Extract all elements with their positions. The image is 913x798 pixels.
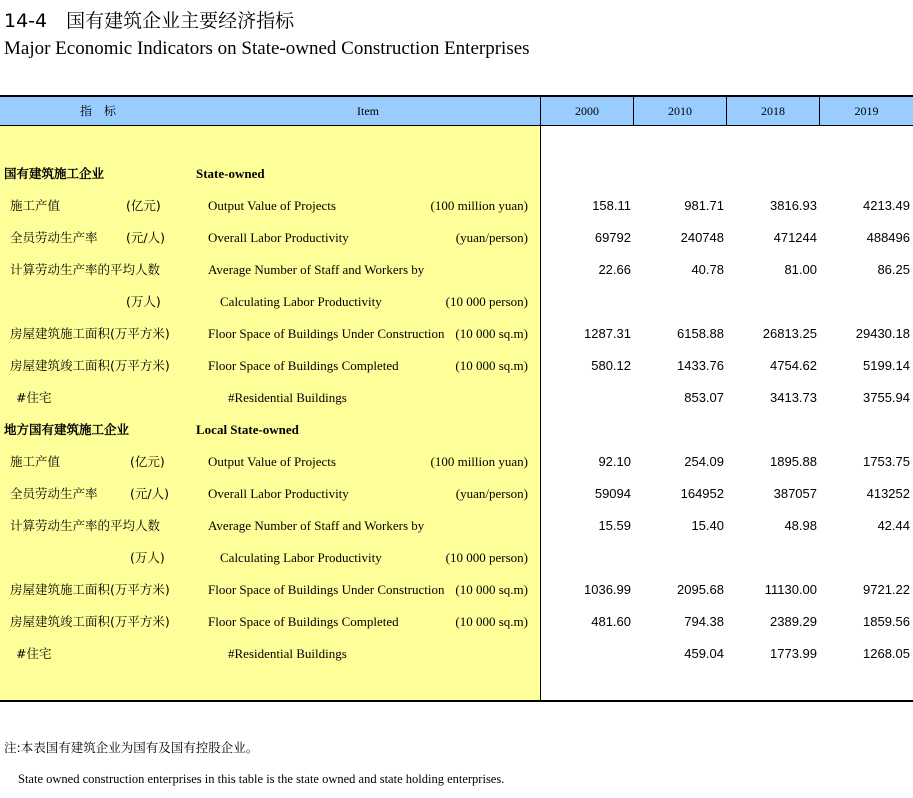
- row-label-cn: 全员劳动生产率: [10, 486, 98, 501]
- header-year-2018: 2018: [761, 104, 785, 118]
- row-unit-en: (10 000 sq.m): [455, 582, 528, 597]
- header-item-en: Item: [357, 104, 379, 118]
- data-cell: 459.04: [684, 646, 724, 661]
- data-cell: 69792: [594, 230, 631, 245]
- data-cell: 1859.56: [863, 614, 910, 629]
- data-cell: 2389.29: [770, 614, 817, 629]
- data-cell: 254.09: [684, 454, 724, 469]
- data-cell: 1753.75: [863, 454, 910, 469]
- footnote-cn: 注:本表国有建筑企业为国有及国有控股企业。: [4, 740, 259, 755]
- section-header: [0, 414, 913, 446]
- row-label-en: Calculating Labor Productivity: [220, 550, 382, 565]
- data-cell: 1036.99: [584, 582, 631, 597]
- row-unit-en: (10 000 person): [445, 294, 528, 309]
- table-row: [0, 510, 913, 542]
- data-cell: 1268.05: [863, 646, 910, 661]
- data-cell: 2095.68: [677, 582, 724, 597]
- row-unit-cn: (万人): [130, 550, 165, 565]
- data-cell: 9721.22: [863, 582, 910, 597]
- data-cell: 40.78: [691, 262, 724, 277]
- data-cell: 1287.31: [584, 326, 631, 341]
- data-cell: 413252: [866, 486, 910, 501]
- footnote-en: State owned construction enterprises in this table is the state owned and state holding enterprises.: [18, 772, 505, 786]
- table-row: [0, 446, 913, 478]
- section-title-en: State-owned: [196, 166, 265, 181]
- row-label-en: Overall Labor Productivity: [208, 230, 349, 245]
- row-label-en: Output Value of Projects: [208, 198, 336, 213]
- row-label-cn: 施工产值: [10, 454, 61, 469]
- row-label-cn: #住宅: [16, 646, 52, 661]
- data-cell: 580.12: [591, 358, 631, 373]
- row-unit-en: (10 000 sq.m): [455, 358, 528, 373]
- data-cell: 387057: [773, 486, 817, 501]
- data-cell: 794.38: [684, 614, 724, 629]
- row-unit-en: (yuan/person): [455, 486, 528, 501]
- row-label-cn: 计算劳动生产率的平均人数: [10, 262, 161, 277]
- row-unit-cn: (元/人): [126, 230, 165, 245]
- row-unit-en: (100 million yuan): [430, 454, 528, 469]
- row-label-cn: 房屋建筑竣工面积(万平方米): [10, 358, 170, 373]
- data-cell: 1773.99: [770, 646, 817, 661]
- header-year-2010: 2010: [668, 104, 692, 118]
- row-label-en: #Residential Buildings: [228, 390, 347, 405]
- table-row: [0, 318, 913, 350]
- data-cell: 240748: [680, 230, 724, 245]
- data-cell: 3816.93: [770, 198, 817, 213]
- row-label-cn: 计算劳动生产率的平均人数: [10, 518, 161, 533]
- data-cell: 29430.18: [855, 326, 910, 341]
- table-row: [0, 286, 913, 318]
- data-cell: 1895.88: [770, 454, 817, 469]
- header-year-2019: 2019: [854, 104, 879, 118]
- page-title-cn: 14-4 国有建筑企业主要经济指标: [4, 10, 295, 32]
- row-label-cn: 房屋建筑施工面积(万平方米): [10, 582, 170, 597]
- data-cell: 5199.14: [863, 358, 910, 373]
- row-unit-cn: (万人): [126, 294, 161, 309]
- data-cell: 481.60: [591, 614, 631, 629]
- row-label-en: Overall Labor Productivity: [208, 486, 349, 501]
- row-unit-en: (10 000 sq.m): [455, 614, 528, 629]
- row-unit-cn: (元/人): [130, 486, 169, 501]
- data-cell: 48.98: [784, 518, 817, 533]
- row-label-cn: 全员劳动生产率: [10, 230, 98, 245]
- row-unit-en: (10 000 sq.m): [455, 326, 528, 341]
- data-cell: 981.71: [684, 198, 724, 213]
- data-cell: 1433.76: [677, 358, 724, 373]
- data-cell: 471244: [773, 230, 817, 245]
- row-label-cn: #住宅: [16, 390, 52, 405]
- data-cell: 15.40: [691, 518, 724, 533]
- table-row: [0, 638, 913, 670]
- data-cell: 15.59: [598, 518, 631, 533]
- row-label-en: Floor Space of Buildings Under Construction: [208, 326, 445, 341]
- data-cell: 26813.25: [762, 326, 817, 341]
- row-label-en: Average Number of Staff and Workers by: [208, 518, 425, 533]
- table-row: [0, 254, 913, 286]
- row-label-cn: 施工产值: [10, 198, 61, 213]
- table-row: [0, 606, 913, 638]
- data-cell: 22.66: [598, 262, 631, 277]
- table-row: [0, 350, 913, 382]
- row-label-en: Floor Space of Buildings Completed: [208, 358, 399, 373]
- header-year-2000: 2000: [575, 104, 599, 118]
- data-cell: 4213.49: [863, 198, 910, 213]
- row-label-en: Calculating Labor Productivity: [220, 294, 382, 309]
- data-cell: 3413.73: [770, 390, 817, 405]
- row-unit-cn: (亿元): [130, 454, 165, 469]
- row-label-cn: 房屋建筑施工面积(万平方米): [10, 326, 170, 341]
- row-unit-en: (yuan/person): [455, 230, 528, 245]
- table-row: [0, 222, 913, 254]
- data-cell: 6158.88: [677, 326, 724, 341]
- table-row: [0, 190, 913, 222]
- data-cell: 86.25: [877, 262, 910, 277]
- section-title-cn: 国有建筑施工企业: [4, 166, 105, 181]
- table-header: [0, 97, 913, 126]
- table-bottom-rule: [0, 700, 913, 702]
- row-label-en: Floor Space of Buildings Under Construction: [208, 582, 445, 597]
- row-label-en: #Residential Buildings: [228, 646, 347, 661]
- data-cell: 59094: [594, 486, 631, 501]
- table-row: [0, 574, 913, 606]
- row-unit-en: (10 000 person): [445, 550, 528, 565]
- row-label-en: Output Value of Projects: [208, 454, 336, 469]
- table-row: [0, 542, 913, 574]
- section-title-cn: 地方国有建筑施工企业: [4, 422, 130, 437]
- section-title-en: Local State-owned: [196, 422, 299, 437]
- row-label-en: Average Number of Staff and Workers by: [208, 262, 425, 277]
- data-cell: 11130.00: [764, 582, 817, 597]
- row-unit-en: (100 million yuan): [430, 198, 528, 213]
- header-indicator-cn: 指 标: [79, 104, 116, 118]
- row-label-cn: 房屋建筑竣工面积(万平方米): [10, 614, 170, 629]
- data-cell: 3755.94: [863, 390, 910, 405]
- data-cell: 4754.62: [770, 358, 817, 373]
- row-label-en: Floor Space of Buildings Completed: [208, 614, 399, 629]
- table-row: [0, 382, 913, 414]
- page-title-en: Major Economic Indicators on State-owned Construction Enterprises: [4, 38, 530, 59]
- row-unit-cn: (亿元): [126, 198, 161, 213]
- section-header: [0, 158, 913, 190]
- data-cell: 81.00: [784, 262, 817, 277]
- data-cell: 92.10: [598, 454, 631, 469]
- data-cell: 488496: [866, 230, 910, 245]
- table-row: [0, 478, 913, 510]
- data-cell: 158.11: [592, 198, 631, 213]
- data-cell: 164952: [680, 486, 724, 501]
- data-cell: 853.07: [684, 390, 724, 405]
- data-cell: 42.44: [877, 518, 910, 533]
